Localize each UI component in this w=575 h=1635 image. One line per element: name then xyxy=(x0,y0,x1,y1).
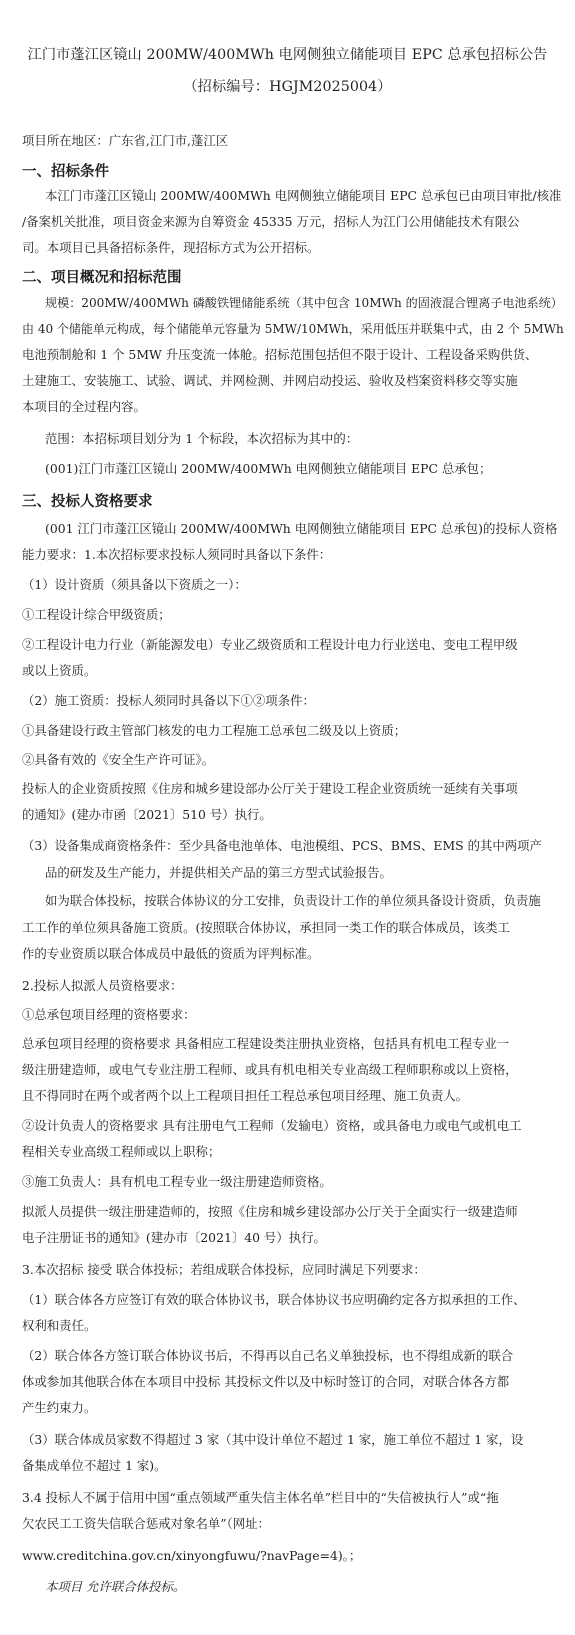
paragraph-line: 电池预制舱和 1 个 5MW 升压变流一体舱。招标范围包括但不限于设计、工程设备采购供货、 xyxy=(22,347,538,362)
paragraph-line: 备集成单位不超过 1 家)。 xyxy=(22,1458,167,1473)
joint-bid-allowed-note: 本项目 允许联合体投标。 xyxy=(45,1579,186,1594)
paragraph-line: 3.本次招标 接受 联合体投标；若组成联合体投标，应同时满足下列要求： xyxy=(22,1262,426,1277)
paragraph-line: ①总承包项目经理的资格要求： xyxy=(22,1007,196,1022)
paragraph-line: 体或参加其他联合体在本项目中投标 其投标文件以及中标时签订的合同，对联合体各方都 xyxy=(22,1374,510,1389)
paragraph-line: 程相关专业高级工程师或以上职称； xyxy=(22,1144,221,1159)
paragraph-line: 土建施工、安装施工、试验、调试、并网检测、并网启动投运、验收及档案资料移交等实施 xyxy=(22,373,518,388)
paragraph-line: 权利和责任。 xyxy=(22,1318,97,1333)
paragraph-line: 且不得同时在两个或者两个以上工程项目担任工程总承包项目经理、施工负责人。 xyxy=(22,1088,469,1103)
paragraph-line: （2）联合体各方签订联合体协议书后，不得再以自己名义单独投标，也不得组成新的联合 xyxy=(22,1348,514,1363)
paragraph-line: 总承包项目经理的资格要求 具备相应工程建设类注册执业资格，包括具有机电工程专业一 xyxy=(22,1036,510,1051)
paragraph-line: 如为联合体投标，按联合体协议的分工安排，负责设计工作的单位须具备设计资质，负责施 xyxy=(45,893,541,908)
paragraph-line: 投标人的企业资质按照《住房和城乡建设部办公厅关于建设工程企业资质统一延续有关事项 xyxy=(22,781,518,796)
paragraph-line: /备案机关批准，项目资金来源为自筹资金 45335 万元，招标人为江门公用储能技术有限公 xyxy=(22,214,520,229)
paragraph-line: ②工程设计电力行业（新能源发电）专业乙级资质和工程设计电力行业送电、变电工程甲级 xyxy=(22,637,518,652)
paragraph-line: 由 40 个储能单元构成，每个储能单元容量为 5MW/10MWh，采用低压并联集中式，由 2 个 5MWh xyxy=(22,322,564,336)
paragraph-line: 拟派人员提供一级注册建造师的，按照《住房和城乡建设部办公厅关于全面实行一级建造师 xyxy=(22,1204,518,1219)
paragraph-line: 本项目的全过程内容。 xyxy=(22,399,146,414)
paragraph-line: 范围：本招标项目划分为 1 个标段，本次招标为其中的： xyxy=(45,431,359,446)
paragraph-line: （3）联合体成员家数不得超过 3 家（其中设计单位不超过 1 家，施工单位不超过 1 家，设 xyxy=(22,1432,524,1447)
announcement-title: 江门市蓬江区镜山 200MW/400MWh 电网侧独立储能项目 EPC 总承包招标公告 xyxy=(27,47,548,63)
paragraph-line: 电子注册证书的通知》(建办市〔2021〕40 号）执行。 xyxy=(22,1230,326,1245)
section-heading-bidding-conditions: 一、招标条件 xyxy=(22,164,109,180)
section-heading-project-overview: 二、项目概况和招标范围 xyxy=(22,270,182,286)
paragraph-line: (001 江门市蓬江区镜山 200MW/400MWh 电网侧独立储能项目 EPC 总承包)的投标人资格 xyxy=(45,521,558,536)
paragraph-line: （1）联合体各方应签订有效的联合体协议书，联合体协议书应明确约定各方拟承担的工作、 xyxy=(22,1292,526,1307)
paragraph-line: 品的研发及生产能力，并提供相关产品的第三方型式试验报告。 xyxy=(45,865,392,880)
paragraph-line: 或以上资质。 xyxy=(22,663,97,678)
paragraph-line: 司。本项目已具备招标条件，现招标方式为公开招标。 xyxy=(22,240,320,255)
paragraph-line: 作的专业资质以联合体成员中最低的资质为评判标准。 xyxy=(22,946,320,961)
paragraph-line: 欠农民工工资失信联合惩戒对象名单”（网址： xyxy=(22,1516,270,1531)
paragraph-line: 本江门市蓬江区镜山 200MW/400MWh 电网侧独立储能项目 EPC 总承包已由项目审批/核准 xyxy=(45,188,562,203)
paragraph-line: 工工作的单位须具备施工资质。(按照联合体协议，承担同一类工作的联合体成员，该类工 xyxy=(22,920,511,935)
paragraph-line: （3）设备集成商资格条件：至少具备电池单体、电池模组、PCS、BMS、EMS 的其中两项产 xyxy=(22,838,542,853)
paragraph-line: (001)江门市蓬江区镜山 200MW/400MWh 电网侧独立储能项目 EPC 总承包； xyxy=(45,461,492,476)
paragraph-line: ②具备有效的《安全生产许可证》。 xyxy=(22,752,215,767)
paragraph-line: ③施工负责人：具有机电工程专业一级注册建造师资格。 xyxy=(22,1174,332,1189)
paragraph-line: 能力要求：1.本次招标要求投标人须同时具备以下条件： xyxy=(22,547,332,562)
section-heading-bidder-qualifications: 三、投标人资格要求 xyxy=(22,494,153,510)
paragraph-line: ①具备建设行政主管部门核发的电力工程施工总承包二级及以上资质； xyxy=(22,723,407,738)
paragraph-line: 3.4 投标人不属于信用中国“重点领域严重失信主体名单”栏目中的“失信被执行人”或“拖 xyxy=(22,1490,499,1505)
website-url: www.creditchina.gov.cn/xinyongfuwu/?navPage=4)。； xyxy=(22,1548,362,1563)
paragraph-line: ②设计负责人的资格要求 具有注册电气工程师（发输电）资格，或具备电力或电气或机电工 xyxy=(22,1118,522,1133)
paragraph-line: 2.投标人拟派人员资格要求： xyxy=(22,978,183,993)
paragraph-line: ①工程设计综合甲级资质； xyxy=(22,607,171,622)
tender-number: （招标编号：HGJM2025004） xyxy=(183,79,392,95)
paragraph-line: 级注册建造师，或电气专业注册工程师、或具有机电相关专业高级工程师职称或以上资格， xyxy=(22,1062,518,1077)
paragraph-line: （2）施工资质：投标人须同时具备以下①②项条件： xyxy=(22,693,315,708)
paragraph-line: 的通知》(建办市函〔2021〕510 号）执行。 xyxy=(22,807,272,822)
paragraph-line: （1）设计资质（须具备以下资质之一）： xyxy=(22,577,247,592)
paragraph-line: 产生约束力。 xyxy=(22,1400,97,1415)
paragraph-line: 规模：200MW/400MWh 磷酸铁锂储能系统（其中包含 10MWh 的固液混合锂离子电池系统） xyxy=(45,296,563,310)
project-location: 项目所在地区：广东省,江门市,蓬江区 xyxy=(22,133,229,148)
